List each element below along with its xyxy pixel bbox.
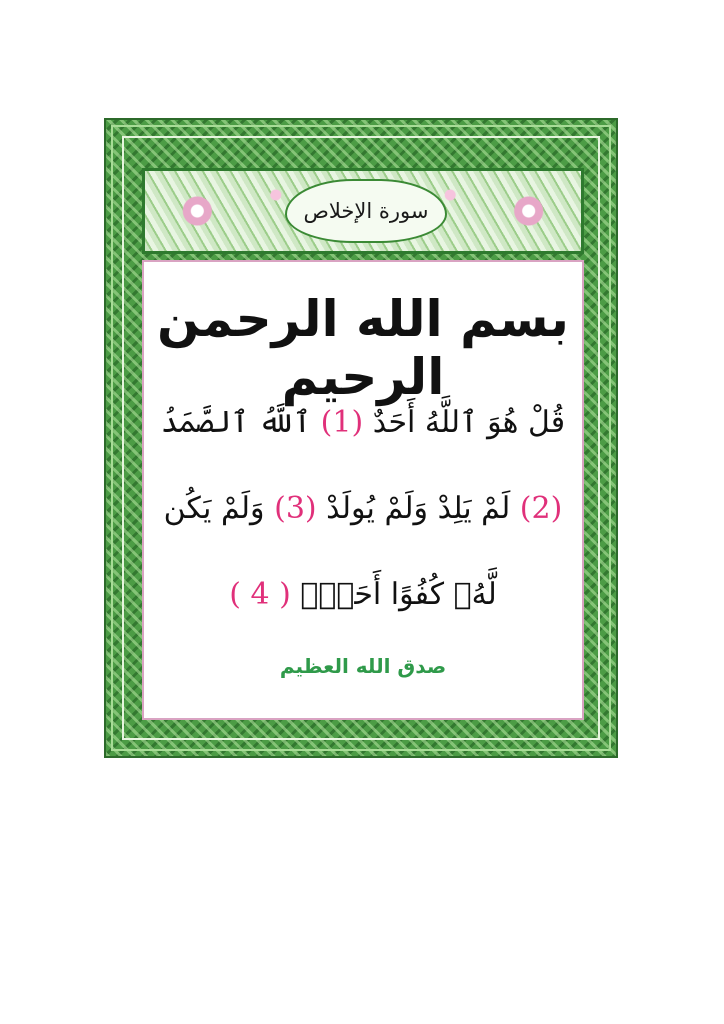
verse-number-2: (2) — [519, 491, 563, 526]
title-plate — [285, 179, 447, 243]
verse-number-3: (3) — [274, 491, 317, 526]
verse-line-1 — [154, 380, 572, 466]
verse-4-text-end: لَّهُۥ كُفُوًا أَحَدٌۢ — [300, 577, 497, 612]
verse-line-3 — [154, 552, 572, 638]
closing-phrase: صدق الله العظيم — [279, 654, 447, 678]
verse-line-2 — [154, 466, 572, 552]
verse-number-1: (1) — [320, 405, 364, 440]
title-banner — [142, 168, 584, 254]
verse-3-text: لَمْ يَلِدْ وَلَمْ يُولَدْ — [326, 491, 511, 526]
verse-number-4: ( 4 ) — [229, 577, 291, 612]
surah-title: سورة الإخلاص — [303, 199, 429, 223]
ornamental-frame — [104, 118, 618, 758]
verse-panel — [142, 260, 584, 720]
basmala: بسم الله الرحمن الرحيم — [157, 290, 569, 406]
verse-4-text-start: وَلَمْ يَكُن — [163, 491, 265, 526]
verses — [154, 380, 572, 638]
verse-2-text: ٱللَّهُ ٱلصَّمَدُ — [160, 405, 312, 440]
verse-1-text: قُلْ هُوَ ٱللَّهُ أَحَدٌ — [372, 405, 566, 440]
